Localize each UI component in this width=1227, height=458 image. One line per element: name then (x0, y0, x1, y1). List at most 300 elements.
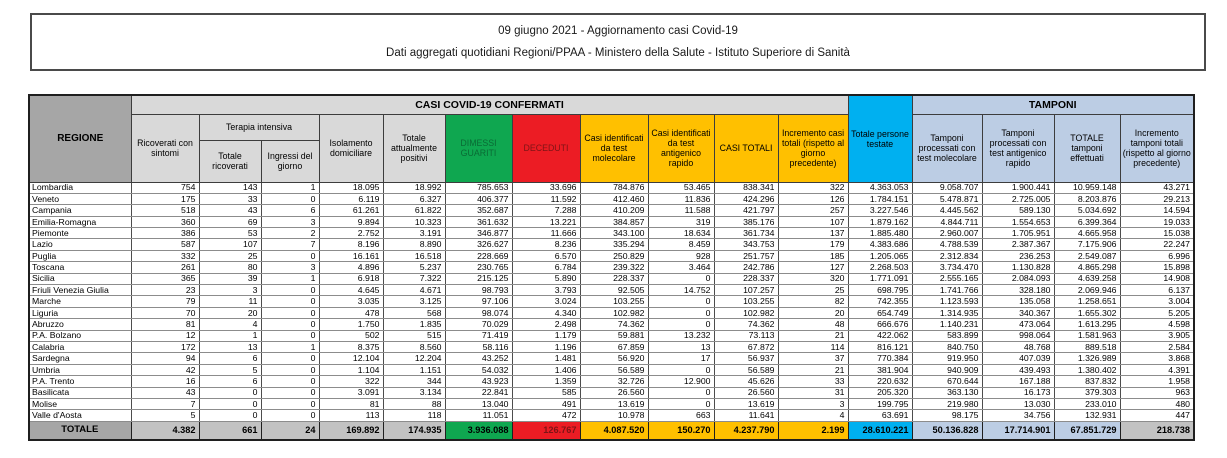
value-cell: 473.064 (982, 319, 1054, 330)
value-cell: 1.750 (319, 319, 383, 330)
value-cell: 54.032 (445, 364, 512, 375)
value-cell: 12 (131, 330, 199, 341)
table-row (29, 239, 1194, 250)
value-cell: 365 (131, 273, 199, 284)
header-casi-totali: CASI TOTALI (714, 114, 778, 182)
value-cell: 838.341 (714, 182, 778, 193)
value-cell: 257 (778, 205, 848, 216)
value-cell: 242.786 (714, 262, 778, 273)
value-cell: 587 (131, 239, 199, 250)
region-cell: Veneto (29, 193, 131, 204)
value-cell: 48.768 (982, 341, 1054, 352)
value-cell: 6.119 (319, 193, 383, 204)
value-cell: 239.322 (580, 262, 648, 273)
value-cell: 32.726 (580, 376, 648, 387)
value-cell: 98.074 (445, 307, 512, 318)
value-cell: 20 (778, 307, 848, 318)
value-cell: 107 (778, 216, 848, 227)
value-cell: 3.936.088 (445, 421, 512, 440)
value-cell: 1.481 (512, 353, 580, 364)
title-box (30, 13, 1206, 71)
value-cell: 0 (261, 250, 319, 261)
value-cell: 11.588 (648, 205, 714, 216)
header-totale-attualmente-positivi: Totale attualmente positivi (383, 114, 445, 182)
value-cell: 11.592 (512, 193, 580, 204)
value-cell: 4.865.298 (1054, 262, 1120, 273)
value-cell: 13.030 (982, 398, 1054, 409)
value-cell: 13 (199, 341, 261, 352)
header-incremento-casi: Incremento casi totali (rispetto al giorno precedente) (778, 114, 848, 182)
value-cell: 70 (131, 307, 199, 318)
value-cell: 963 (1120, 387, 1194, 398)
value-cell: 174.935 (383, 421, 445, 440)
value-cell: 98.175 (912, 410, 982, 421)
header-casi-test-antigenico: Casi identificati da test antigenico rapido (648, 114, 714, 182)
value-cell: 480 (1120, 398, 1194, 409)
value-cell: 1.258.651 (1054, 296, 1120, 307)
value-cell: 1.196 (512, 341, 580, 352)
value-cell: 1 (261, 182, 319, 193)
value-cell: 74.362 (714, 319, 778, 330)
value-cell: 169.892 (319, 421, 383, 440)
region-cell: Umbria (29, 364, 131, 375)
table-row (29, 398, 1194, 409)
value-cell: 2.199 (778, 421, 848, 440)
value-cell: 1.554.653 (982, 216, 1054, 227)
value-cell: 515 (383, 330, 445, 341)
value-cell: 6.996 (1120, 250, 1194, 261)
region-cell: Lazio (29, 239, 131, 250)
value-cell: 998.064 (982, 330, 1054, 341)
value-cell: 1 (261, 341, 319, 352)
value-cell: 13.619 (714, 398, 778, 409)
value-cell: 3 (261, 216, 319, 227)
header-dimessi-guariti: DIMESSI GUARITI (445, 114, 512, 182)
value-cell: 5.034.692 (1054, 205, 1120, 216)
value-cell: 167.188 (982, 376, 1054, 387)
value-cell: 126 (778, 193, 848, 204)
value-cell: 50.136.828 (912, 421, 982, 440)
value-cell: 583.899 (912, 330, 982, 341)
header-incremento-tamponi: Incremento tamponi totali (rispetto al giorno precedente) (1120, 114, 1194, 182)
value-cell: 137 (778, 228, 848, 239)
value-cell: 219.980 (912, 398, 982, 409)
value-cell: 79 (131, 296, 199, 307)
value-cell: 6.327 (383, 193, 445, 204)
value-cell: 103.255 (580, 296, 648, 307)
value-cell: 3.125 (383, 296, 445, 307)
value-cell: 25 (778, 285, 848, 296)
value-cell: 770.384 (848, 353, 912, 364)
value-cell: 407.039 (982, 353, 1054, 364)
value-cell: 1.359 (512, 376, 580, 387)
region-cell: Piemonte (29, 228, 131, 239)
value-cell: 31 (778, 387, 848, 398)
header-casi-test-molecolare: Casi identificati da test molecolare (580, 114, 648, 182)
value-cell: 37 (778, 353, 848, 364)
value-cell: 9.058.707 (912, 182, 982, 193)
value-cell: 344 (383, 376, 445, 387)
value-cell: 13 (648, 341, 714, 352)
table-row (29, 228, 1194, 239)
table-row (29, 410, 1194, 421)
value-cell: 4.671 (383, 285, 445, 296)
header-regione: REGIONE (29, 95, 131, 182)
region-cell: Toscana (29, 262, 131, 273)
value-cell: 7 (261, 239, 319, 250)
value-cell: 784.876 (580, 182, 648, 193)
value-cell: 491 (512, 398, 580, 409)
value-cell: 13.040 (445, 398, 512, 409)
value-cell: 53 (199, 228, 261, 239)
value-cell: 589.130 (982, 205, 1054, 216)
value-cell: 14.908 (1120, 273, 1194, 284)
header-terapia-ingressi-giorno: Ingressi del giorno (261, 140, 319, 182)
table-row (29, 319, 1194, 330)
value-cell: 335.294 (580, 239, 648, 250)
value-cell: 261 (131, 262, 199, 273)
value-cell: 2.752 (319, 228, 383, 239)
header-tamponi-molecolare: Tamponi processati con test molecolare (912, 114, 982, 182)
value-cell: 1.958 (1120, 376, 1194, 387)
value-cell: 23 (131, 285, 199, 296)
value-cell: 1.140.231 (912, 319, 982, 330)
header-deceduti: DECEDUTI (512, 114, 580, 182)
value-cell: 16.161 (319, 250, 383, 261)
value-cell: 56.589 (580, 364, 648, 375)
value-cell: 412.460 (580, 193, 648, 204)
value-cell: 29.213 (1120, 193, 1194, 204)
value-cell: 7.175.906 (1054, 239, 1120, 250)
value-cell: 3 (778, 398, 848, 409)
value-cell: 24 (261, 421, 319, 440)
table-row (29, 250, 1194, 261)
value-cell: 742.355 (848, 296, 912, 307)
value-cell: 352.687 (445, 205, 512, 216)
value-cell: 0 (261, 330, 319, 341)
value-cell: 928 (648, 250, 714, 261)
region-cell: Sicilia (29, 273, 131, 284)
value-cell: 25 (199, 250, 261, 261)
value-cell: 53.465 (648, 182, 714, 193)
total-row (29, 421, 1194, 440)
value-cell: 816.121 (848, 341, 912, 352)
value-cell: 0 (648, 387, 714, 398)
value-cell: 2.268.503 (848, 262, 912, 273)
value-cell: 8.375 (319, 341, 383, 352)
value-cell: 17.714.901 (982, 421, 1054, 440)
value-cell: 4.363.053 (848, 182, 912, 193)
value-cell: 94 (131, 353, 199, 364)
value-cell: 18.992 (383, 182, 445, 193)
value-cell: 8.890 (383, 239, 445, 250)
value-cell: 698.795 (848, 285, 912, 296)
value-cell: 127 (778, 262, 848, 273)
value-cell: 0 (648, 319, 714, 330)
value-cell: 326.627 (445, 239, 512, 250)
value-cell: 250.829 (580, 250, 648, 261)
value-cell: 361.734 (714, 228, 778, 239)
value-cell: 6.570 (512, 250, 580, 261)
value-cell: 102.982 (580, 307, 648, 318)
value-cell: 8.560 (383, 341, 445, 352)
value-cell: 71.419 (445, 330, 512, 341)
region-cell: Marche (29, 296, 131, 307)
value-cell: 363.130 (912, 387, 982, 398)
value-cell: 16 (131, 376, 199, 387)
value-cell: 2.555.165 (912, 273, 982, 284)
table-row (29, 285, 1194, 296)
value-cell: 135.058 (982, 296, 1054, 307)
value-cell: 179 (778, 239, 848, 250)
value-cell: 4.340 (512, 307, 580, 318)
value-cell: 70.029 (445, 319, 512, 330)
table-row (29, 353, 1194, 364)
value-cell: 56.937 (714, 353, 778, 364)
value-cell: 319 (648, 216, 714, 227)
value-cell: 478 (319, 307, 383, 318)
value-cell: 5 (199, 364, 261, 375)
value-cell: 236.253 (982, 250, 1054, 261)
value-cell: 218.738 (1120, 421, 1194, 440)
value-cell: 4.788.539 (912, 239, 982, 250)
value-cell: 837.832 (1054, 376, 1120, 387)
value-cell: 7 (131, 398, 199, 409)
value-cell: 381.904 (848, 364, 912, 375)
value-cell: 0 (261, 364, 319, 375)
value-cell: 67.872 (714, 341, 778, 352)
value-cell: 228.669 (445, 250, 512, 261)
value-cell: 0 (261, 296, 319, 307)
value-cell: 14.594 (1120, 205, 1194, 216)
value-cell: 33 (778, 376, 848, 387)
region-cell: Friuli Venezia Giulia (29, 285, 131, 296)
value-cell: 11.051 (445, 410, 512, 421)
value-cell: 88 (383, 398, 445, 409)
value-cell: 13.232 (648, 330, 714, 341)
value-cell: 379.303 (1054, 387, 1120, 398)
region-cell: P.A. Trento (29, 376, 131, 387)
value-cell: 11.641 (714, 410, 778, 421)
value-cell: 2.960.007 (912, 228, 982, 239)
value-cell: 0 (648, 398, 714, 409)
value-cell: 322 (319, 376, 383, 387)
value-cell: 384.857 (580, 216, 648, 227)
value-cell: 754 (131, 182, 199, 193)
table-row (29, 273, 1194, 284)
region-cell: TOTALE (29, 421, 131, 440)
value-cell: 585 (512, 387, 580, 398)
region-cell: Puglia (29, 250, 131, 261)
value-cell: 0 (199, 410, 261, 421)
region-cell: Calabria (29, 341, 131, 352)
value-cell: 233.010 (1054, 398, 1120, 409)
value-cell: 228.337 (580, 273, 648, 284)
value-cell: 26.560 (580, 387, 648, 398)
title-line-date: 09 giugno 2021 - Aggiornamento casi Covid-19 (498, 25, 738, 37)
value-cell: 6.399.364 (1054, 216, 1120, 227)
value-cell: 81 (131, 319, 199, 330)
value-cell: 0 (261, 410, 319, 421)
value-cell: 1.314.935 (912, 307, 982, 318)
value-cell: 346.877 (445, 228, 512, 239)
value-cell: 39 (199, 273, 261, 284)
value-cell: 56.589 (714, 364, 778, 375)
value-cell: 16.173 (982, 387, 1054, 398)
table-row (29, 296, 1194, 307)
value-cell: 1.581.963 (1054, 330, 1120, 341)
region-cell: Basilicata (29, 387, 131, 398)
value-cell: 11 (199, 296, 261, 307)
value-cell: 2.549.087 (1054, 250, 1120, 261)
value-cell: 81 (319, 398, 383, 409)
value-cell: 421.797 (714, 205, 778, 216)
value-cell: 43.923 (445, 376, 512, 387)
region-cell: P.A. Bolzano (29, 330, 131, 341)
table-row (29, 193, 1194, 204)
value-cell: 80 (199, 262, 261, 273)
value-cell: 3.905 (1120, 330, 1194, 341)
region-cell: Abruzzo (29, 319, 131, 330)
value-cell: 10.959.148 (1054, 182, 1120, 193)
value-cell: 63.691 (848, 410, 912, 421)
header-tamponi-antigenico: Tamponi processati con test antigenico rapido (982, 114, 1054, 182)
value-cell: 666.676 (848, 319, 912, 330)
value-cell: 2.498 (512, 319, 580, 330)
value-cell: 3.734.470 (912, 262, 982, 273)
value-cell: 4.645 (319, 285, 383, 296)
table-row (29, 205, 1194, 216)
value-cell: 3.793 (512, 285, 580, 296)
title-line-source: Dati aggregati quotidiani Regioni/PPAA - Ministero della Salute - Istituto Superiore di Sanità (386, 47, 850, 59)
value-cell: 0 (261, 376, 319, 387)
value-cell: 1.784.151 (848, 193, 912, 204)
value-cell: 0 (648, 273, 714, 284)
value-cell: 0 (261, 387, 319, 398)
value-cell: 73.113 (714, 330, 778, 341)
value-cell: 4.383.686 (848, 239, 912, 250)
value-cell: 1.406 (512, 364, 580, 375)
header-band-tamponi: TAMPONI (912, 95, 1194, 114)
value-cell: 33.696 (512, 182, 580, 193)
header-band-casi-confermati: CASI COVID-19 CONFERMATI (131, 95, 848, 114)
value-cell: 28.610.221 (848, 421, 912, 440)
value-cell: 1 (199, 330, 261, 341)
value-cell: 4.639.258 (1054, 273, 1120, 284)
value-cell: 2.725.005 (982, 193, 1054, 204)
value-cell: 3.191 (383, 228, 445, 239)
value-cell: 360 (131, 216, 199, 227)
value-cell: 6 (261, 205, 319, 216)
value-cell: 98.793 (445, 285, 512, 296)
value-cell: 663 (648, 410, 714, 421)
value-cell: 45.626 (714, 376, 778, 387)
value-cell: 48 (778, 319, 848, 330)
value-cell: 126.767 (512, 421, 580, 440)
value-cell: 14.752 (648, 285, 714, 296)
value-cell: 61.261 (319, 205, 383, 216)
value-cell: 107.257 (714, 285, 778, 296)
value-cell: 34.756 (982, 410, 1054, 421)
value-cell: 1.123.593 (912, 296, 982, 307)
value-cell: 8.236 (512, 239, 580, 250)
value-cell: 228.337 (714, 273, 778, 284)
value-cell: 320 (778, 273, 848, 284)
value-cell: 889.518 (1054, 341, 1120, 352)
value-cell: 0 (261, 307, 319, 318)
value-cell: 4.665.958 (1054, 228, 1120, 239)
value-cell: 5.205 (1120, 307, 1194, 318)
value-cell: 322 (778, 182, 848, 193)
value-cell: 447 (1120, 410, 1194, 421)
value-cell: 1.835 (383, 319, 445, 330)
value-cell: 1.104 (319, 364, 383, 375)
value-cell: 114 (778, 341, 848, 352)
table-row (29, 364, 1194, 375)
value-cell: 3.868 (1120, 353, 1194, 364)
table-row (29, 341, 1194, 352)
value-cell: 43 (131, 387, 199, 398)
value-cell: 7.322 (383, 273, 445, 284)
value-cell: 472 (512, 410, 580, 421)
value-cell: 439.493 (982, 364, 1054, 375)
header-terapia-totale-ricoverati: Totale ricoverati (199, 140, 261, 182)
table-row (29, 387, 1194, 398)
value-cell: 3.091 (319, 387, 383, 398)
region-cell: Liguria (29, 307, 131, 318)
value-cell: 1.900.441 (982, 182, 1054, 193)
value-cell: 18.095 (319, 182, 383, 193)
value-cell: 5.237 (383, 262, 445, 273)
value-cell: 69 (199, 216, 261, 227)
value-cell: 8.203.876 (1054, 193, 1120, 204)
value-cell: 1.655.302 (1054, 307, 1120, 318)
value-cell: 8.459 (648, 239, 714, 250)
value-cell: 0 (261, 193, 319, 204)
value-cell: 4.391 (1120, 364, 1194, 375)
value-cell: 2.387.367 (982, 239, 1054, 250)
value-cell: 7.288 (512, 205, 580, 216)
value-cell: 220.632 (848, 376, 912, 387)
value-cell: 4.598 (1120, 319, 1194, 330)
value-cell: 1.205.065 (848, 250, 912, 261)
value-cell: 1.741.766 (912, 285, 982, 296)
value-cell: 1 (261, 273, 319, 284)
table-body (29, 182, 1194, 440)
value-cell: 1.380.402 (1054, 364, 1120, 375)
value-cell: 33 (199, 193, 261, 204)
value-cell: 406.377 (445, 193, 512, 204)
value-cell: 15.038 (1120, 228, 1194, 239)
table-row (29, 216, 1194, 227)
table-row (29, 262, 1194, 273)
value-cell: 6 (199, 353, 261, 364)
value-cell: 61.822 (383, 205, 445, 216)
table-row (29, 182, 1194, 193)
region-cell: Molise (29, 398, 131, 409)
value-cell: 3.035 (319, 296, 383, 307)
value-cell: 785.653 (445, 182, 512, 193)
value-cell: 1.705.951 (982, 228, 1054, 239)
value-cell: 199.795 (848, 398, 912, 409)
value-cell: 502 (319, 330, 383, 341)
value-cell: 74.362 (580, 319, 648, 330)
value-cell: 8.196 (319, 239, 383, 250)
value-cell: 5.890 (512, 273, 580, 284)
value-cell: 6 (199, 376, 261, 387)
value-cell: 107 (199, 239, 261, 250)
value-cell: 1.885.480 (848, 228, 912, 239)
